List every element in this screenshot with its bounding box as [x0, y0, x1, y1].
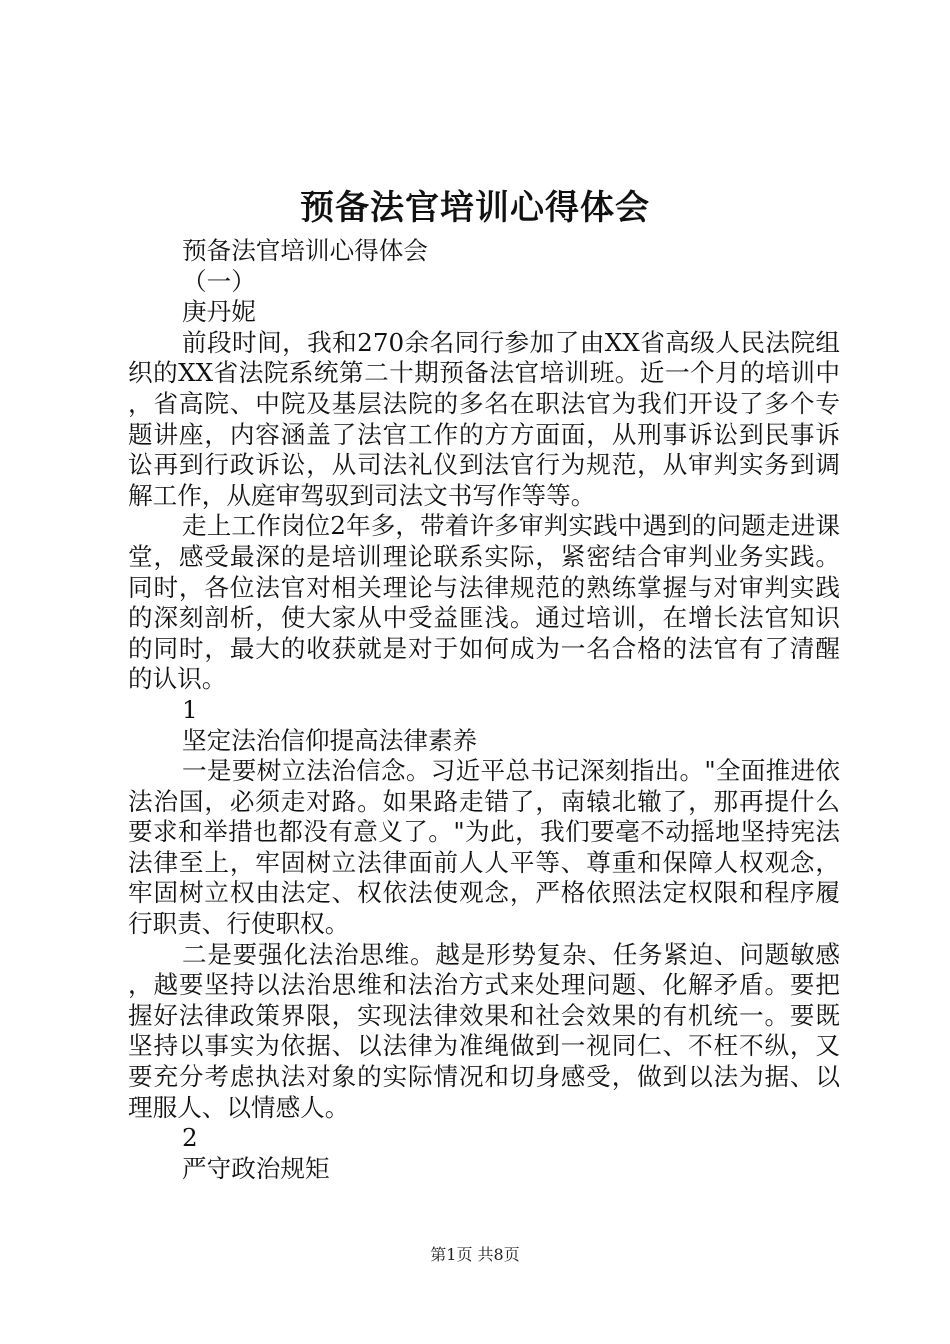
- document-subtitle: 预备法官培训心得体会: [182, 236, 428, 265]
- intro-paragraph: 前段时间，我和270余名同行参加了由XX省高级人民法院组织的XX省法院系统第二十期预备法官培训班。近一个月的培训中，省高院、中院及基层法院的多名在职法官为我们开设了多个专题讲座，内容涵盖了法官工作的方方面面，从刑事诉讼到民事诉讼再到行政诉讼，从司法礼仪到法官行为规范，从审判实务到调解工作，从庭审驾驭到司法文书写作等等。: [128, 327, 840, 510]
- author-name: 庚丹妮: [182, 297, 256, 327]
- section-1-heading: 坚定法治信仰提高法律素养: [182, 725, 478, 755]
- section-1-number: 1: [182, 694, 198, 724]
- section-1-point-2: 二是要强化法治思维。越是形势复杂、任务紧迫、问题敏感，越要坚持以法治思维和法治方式来处理问题、化解矛盾。要把握好法律政策界限，实现法律效果和社会效果的有机统一。要既坚持以事实为依据、以法律为准绳做到一视同仁、不枉不纵，又要充分考虑执法对象的实际情况和切身感受，做到以法为据、以理服人、以情感人。: [128, 939, 840, 1122]
- section-2-heading: 严守政治规矩: [182, 1153, 330, 1183]
- section-2-number: 2: [182, 1123, 198, 1153]
- reflection-paragraph: 走上工作岗位2年多，带着许多审判实践中遇到的问题走进课堂，感受最深的是培训理论联系实际，紧密结合审判业务实践。同时，各位法官对相关理论与法律规范的熟练掌握与对审判实践的深刻剖析，使大家从中受益匪浅。通过培训，在增长法官知识的同时，最大的收获就是对于如何成为一名合格的法官有了清醒的认识。: [128, 511, 840, 694]
- part-marker: （一）: [182, 266, 256, 296]
- document-title: 预备法官培训心得体会: [300, 188, 650, 228]
- section-1-point-1: 一是要树立法治信念。习近平总书记深刻指出。"全面推进依法治国，必须走对路。如果路走错了，南辕北辙了，那再提什么要求和举措也都没有意义了。"为此，我们要毫不动摇地坚持宪法法律至上，牢固树立法律面前人人平等、尊重和保障人权观念，牢固树立权由法定、权依法使观念，严格依照法定权限和程序履行职责、行使职权。: [128, 756, 840, 939]
- page-footer: 第1页 共8页: [430, 1245, 520, 1264]
- document-body: [128, 236, 840, 1184]
